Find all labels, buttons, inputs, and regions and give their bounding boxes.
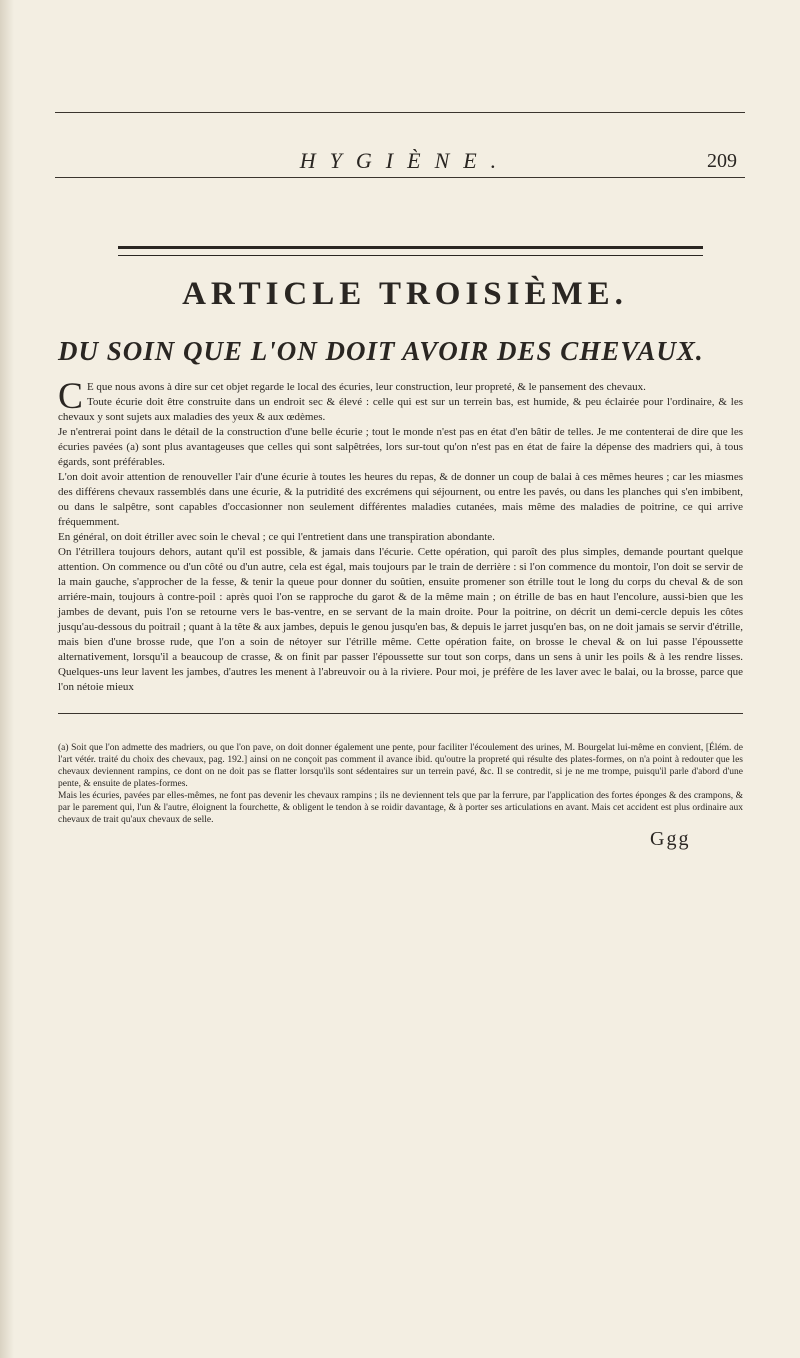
paragraph-1-text: E que nous avons à dire sur cet objet regarde le local des écuries, leur construction, leur propreté, & le pansement des chevaux. [86, 381, 646, 393]
paragraph-5: En général, on doit étriller avec soin le cheval ; ce qui l'entretient dans une transpiration abondante. [58, 531, 495, 543]
body-text [58, 376, 743, 695]
paragraph-2: Toute écurie doit être construite dans un endroit sec & élevé : celle qui est sur un terrein bas, est humide, & peu éclairée pour l'ordinaire, & les chevaux y sont sujets aux maladies des yeux & aux œdèmes. [58, 396, 743, 423]
paragraph-3: Je n'entrerai point dans le détail de la construction d'une belle écurie ; tout le monde n'est pas en état d'en bâtir de telles. Je me contenterai de dire que les écuries pavées (a) sont plus avantageuses que celles qui sont salpêtrées, lors sur-tout qu'on n'est pas en état de faire la dépense des madriers qui, à tous égards, sont préférables. [58, 426, 743, 468]
page-gutter-shadow [0, 0, 14, 1358]
page-number: 209 [707, 150, 737, 172]
article-title: ARTICLE TROISIÈME. [182, 276, 628, 312]
footnote-a: (a) Soit que l'on admette des madriers, ou que l'on pave, on doit donner également une pente, pour faciliter l'écoulement des urines, M. Bourgelat lui-même en convient, [Élém. de l'art vétér. traité du choix des chevaux, pag. 192.] ainsi on ne conçoit pas comment il avance ibid. qu'outre la propreté qui résulte des plates-formes, on n'a point à redouter que les chevaux deviennent rampins, ce dont on ne doit pas se flatter lorsqu'ils sont sédentaires sur un terrein pavé, &c. Il se contredit, si je ne me trompe, puisqu'il parle d'abord d'une pente, & ensuite de plates-formes. [58, 743, 743, 789]
paragraph-4: L'on doit avoir attention de renouveller l'air d'une écurie à toutes les heures du repas, & de donner un coup de balai à ces mêmes heures ; car les miasmes des différens chevaux rassemblés dans une écurie, & la putridité des excrémens qui séjournent, ou entre les pavés, ou dans les planches qui s'en imbibent, ou dans le salpêtre, sont capables d'occasionner non seulement différentes maladies cutanées, mais même des maladies de poitrine, ce qui arrive fréquemment. [58, 471, 743, 528]
drop-cap: C [58, 376, 83, 417]
signature-mark: Ggg [650, 828, 691, 850]
ornamental-rule [118, 246, 703, 256]
header-rule-top [55, 112, 745, 113]
footnote-rule [58, 713, 743, 714]
footnote-continuation: Mais les écuries, pavées par elles-mêmes, ne font pas devenir les chevaux rampins ; ils ne deviennent tels que par la ferrure, par l'application des fortes éponges & des crampons, & par le parement qui, l'un & l'autre, éloignent la fourchette, & obligent le tendon à se roidir davantage, & à porter ses articulations en avant. Mais cet accident est plus ordinaire aux chevaux de trait qu'aux chevaux de selle. [58, 791, 743, 825]
running-title: HYGIÈNE. [299, 148, 511, 173]
chapter-subtitle: DU SOIN QUE L'ON DOIT AVOIR DES CHEVAUX. [58, 336, 704, 366]
footnotes [58, 742, 743, 826]
paragraph-6: On l'étrillera toujours dehors, autant qu'il est possible, & jamais dans l'écurie. Cette opération, qui paroît des plus simples, demande pourtant quelque attention. On commence ou d'un côté ou d'un autre, cela est égal, mais toujours par le train de derrière : si l'on commence du montoir, l'on doit se servir de la main gauche, s'approcher de la fesse, & tenir la queue pour donner du soûtien, ensuite promener son étrille tout le long du corps du cheval & de son arriére-main, toujours à contre-poil : après quoi l'on se rapproche du garot & de la même main ; on étrille de bas en haut l'encolure, aussi-bien que les jambes de devant, puis l'on se retourne vers le bas-ventre, en se servant de la main droite. Pour la poitrine, on décrit un demi-cercle depuis les côtes jusqu'au-dessous du poitrail ; quant à la tête & aux jambes, depuis le genou jusqu'en bas, & depuis le jarret jusqu'en bas, on ne doit jamais se servir d'étrille, mais bien d'une brosse rude, que l'on a soin de nétoyer sur l'étrille même. Cette opération faite, on brosse le cheval & on lui passe l'époussette alternativement, lorsqu'il a beaucoup de crasse, & on finit par passer l'époussette sur tout son corps, dans un sens à unir les poils & à les rendre lisses. Quelques-uns leur lavent les jambes, d'autres les menent à l'abreuvoir ou à la riviere. Pour moi, je préfère de les laver avec le balai, ou la brosse, parce que l'on nétoie mieux [58, 546, 743, 693]
header-rule-bottom [55, 177, 745, 178]
running-header [55, 112, 745, 172]
